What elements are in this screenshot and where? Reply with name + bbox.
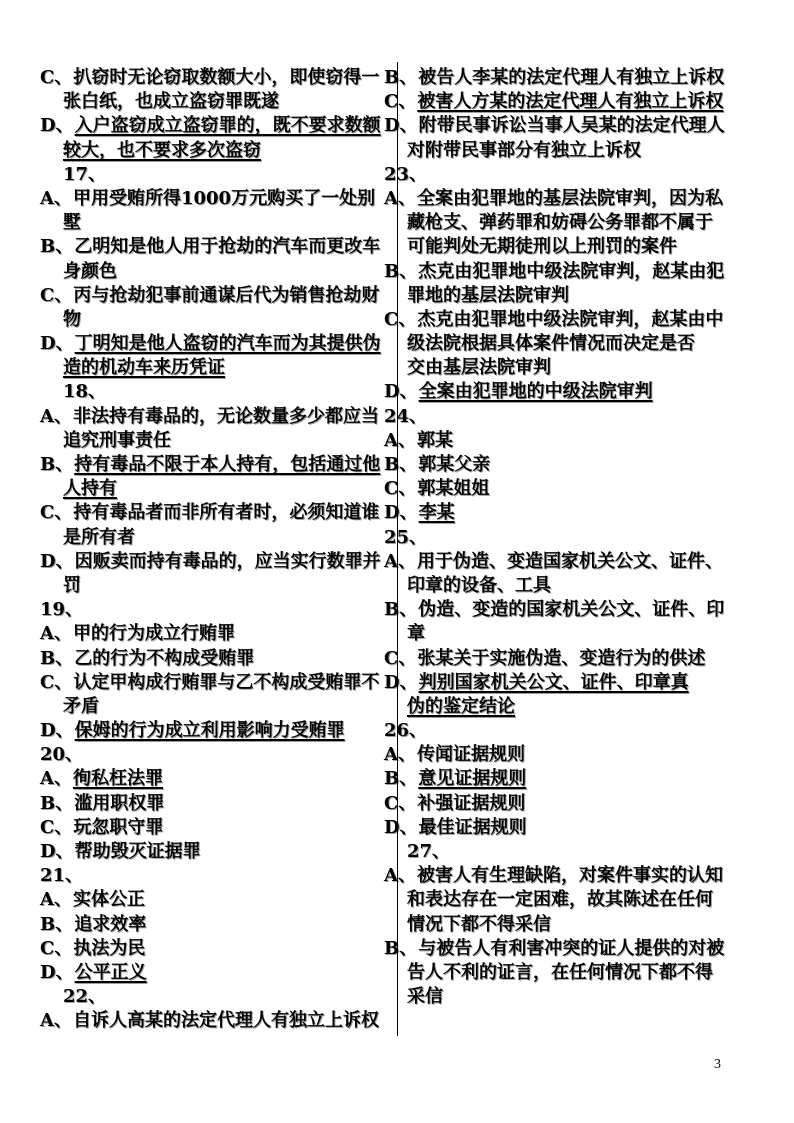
question-25-option-b-text: 伪造、变造的国家机关公文、证件、印 <box>418 599 725 621</box>
question-18-option-b-line <box>40 453 384 477</box>
question-23-option-b-text: 罪地的基层法院审判 <box>407 284 569 306</box>
question-22-option-d-text: 附带民事诉讼当事人吴某的法定代理人 <box>418 115 725 137</box>
question-18-option-b-line <box>40 477 384 501</box>
question-23-option-b-label: B、 <box>384 260 418 282</box>
question-26-option-a-label: A、 <box>384 744 416 766</box>
question-20-option-c-label: C、 <box>40 816 73 838</box>
question-24-option-b-label: B、 <box>384 454 418 475</box>
question-22-option-a-label: A、 <box>40 1010 72 1032</box>
question-21-option-a-text: 实体公正 <box>72 889 145 911</box>
question-24-option-c <box>384 477 734 501</box>
question-24-option-d-text: 李某 <box>418 502 455 524</box>
question-21-option-d-line <box>40 961 384 985</box>
question-27-option-b-line <box>384 961 734 985</box>
question-24-option-b-line <box>384 453 734 477</box>
question-23-number: 23、 <box>384 163 428 185</box>
question-21-option-d <box>40 961 384 985</box>
question-17-option-b-line <box>40 235 384 259</box>
question-22-option-c-label: C、 <box>384 91 417 113</box>
question-19-option-b <box>40 647 384 671</box>
question-23-option-c-label: C、 <box>384 308 417 330</box>
question-23-option-a-line <box>384 187 734 211</box>
question-18-option-c-text: 是所有者 <box>63 526 135 548</box>
question-23-option-c-line <box>384 308 734 332</box>
question-19-option-a-line <box>40 622 384 646</box>
option-c-text: 扒窃时无论窃取数额大小，即使窃得一 <box>73 67 380 88</box>
question-27-option-b-label: B、 <box>384 937 418 959</box>
question-27-option-a-line <box>384 888 734 912</box>
question-22-option-c-text: 被害人方某的法定代理人有独立上诉权 <box>417 91 724 113</box>
question-20-option-b <box>40 792 384 816</box>
question-22-option-a-text: 自诉人高某的法定代理人有独立上诉权 <box>72 1010 379 1032</box>
question-24-option-b-text: 郭某父亲 <box>418 454 491 475</box>
question-18-option-a-text: 追究刑事责任 <box>63 429 171 451</box>
question-20-option-c <box>40 816 384 840</box>
question-21-option-c <box>40 937 384 961</box>
question-25-option-a-text: 印章的设备、工具 <box>407 574 551 596</box>
question-25-option-b-line <box>384 598 734 622</box>
question-26-option-c-line <box>384 792 734 816</box>
question-26-option-c-label: C、 <box>384 792 417 814</box>
option-d-line <box>40 139 384 163</box>
question-25-option-d <box>384 671 734 719</box>
question-25-option-a-label: A、 <box>384 550 416 572</box>
question-22-number: 22、 <box>63 986 107 1008</box>
question-23-option-c-line <box>384 332 734 356</box>
question-23-option-a-label: A、 <box>384 187 416 209</box>
question-18-option-d-text: 因贩卖而持有毒品的，应当实行数罪并 <box>74 550 381 572</box>
question-21-option-c-line <box>40 937 384 961</box>
question-20-option-b-line <box>40 792 384 816</box>
question-17-option-a-line <box>40 211 384 235</box>
question-18-option-c-label: C、 <box>40 502 73 524</box>
question-23-option-c-text: 杰克由犯罪地中级法院审判，赵某由中 <box>417 308 724 330</box>
option-d-label: D、 <box>40 115 74 137</box>
question-24-option-a-label: A、 <box>384 429 416 451</box>
question-20-option-a <box>40 767 384 791</box>
question-17-option-b-line <box>40 260 384 284</box>
question-24-option-a-text: 郭某 <box>416 429 453 451</box>
question-25-option-b <box>384 598 734 646</box>
question-26-option-d-text: 最佳证据规则 <box>418 816 527 838</box>
question-17-option-c-label: C、 <box>40 284 73 306</box>
question-26-option-b <box>384 767 734 791</box>
question-27-option-b-text: 采信 <box>407 986 443 1008</box>
question-21-option-b <box>40 913 384 937</box>
question-18-option-d-text: 罚 <box>63 574 81 596</box>
question-18-option-b-text: 持有毒品不限于本人持有，包括通过他 <box>74 454 381 475</box>
question-24-option-d-label: D、 <box>384 502 418 524</box>
question-24-option-d <box>384 501 734 525</box>
question-24-number: 24、 <box>384 405 428 427</box>
question-23-option-b-line <box>384 260 734 284</box>
question-26-option-b-label: B、 <box>384 768 418 790</box>
option-c-line <box>40 66 384 90</box>
question-21-option-c-label: C、 <box>40 937 73 959</box>
question-26-option-c-text: 补强证据规则 <box>417 792 526 814</box>
question-17-option-a-text: 墅 <box>63 212 81 234</box>
question-25-option-c-text: 张某关于实施伪造、变造行为的供述 <box>417 647 706 669</box>
question-22-option-d <box>384 114 734 162</box>
question-17-option-a-line <box>40 187 384 211</box>
question-26-option-b-text: 意见证据规则 <box>418 768 527 790</box>
question-18-option-c-text: 持有毒品者而非所有者时，必须知道谁 <box>73 502 380 524</box>
question-24-option-c-text: 郭某姐姐 <box>417 478 490 500</box>
question-17-option-d-line <box>40 332 384 356</box>
question-17-number: 17、 <box>63 163 107 185</box>
question-22-option-c <box>384 90 734 114</box>
question-27-option-a-line <box>384 864 734 888</box>
question-19-option-c-label: C、 <box>40 671 73 693</box>
question-24-option-b <box>384 453 734 477</box>
option-c <box>40 66 384 114</box>
question-18-option-a-label: A、 <box>40 405 72 427</box>
option-c-text: 张白纸，也成立盗窃罪既遂 <box>63 91 279 113</box>
question-24-option-d-line <box>384 501 734 525</box>
question-17-option-c-text: 丙与抢劫犯事前通谋后代为销售抢劫财 <box>73 284 380 306</box>
question-19-number: 19、 <box>40 599 84 621</box>
question-18-option-a <box>40 405 384 453</box>
question-27-option-a-line <box>384 913 734 937</box>
question-25-option-c-line <box>384 647 734 671</box>
question-18-option-c-line <box>40 501 384 525</box>
question-18-option-a-line <box>40 405 384 429</box>
question-20-option-b-text: 滥用职权罪 <box>74 792 165 814</box>
left-column <box>40 66 384 1034</box>
question-19-option-b-text: 乙的行为不构成受贿罪 <box>74 647 255 669</box>
option-d-text: 较大，也不要求多次盗窃 <box>63 139 261 161</box>
question-18-option-b-label: B、 <box>40 454 74 475</box>
question-20-option-c-text: 玩忽职守罪 <box>73 816 164 838</box>
question-23-option-a-text: 藏枪支、弹药罪和妨碍公务罪都不属于 <box>407 212 713 234</box>
question-17-option-b-label: B、 <box>40 236 74 258</box>
option-d-line <box>40 114 384 138</box>
question-21-option-d-text: 公平正义 <box>74 961 147 983</box>
question-24-option-c-label: C、 <box>384 478 417 500</box>
question-20-option-d <box>40 840 384 864</box>
option-d <box>40 114 384 162</box>
question-27-option-a-label: A、 <box>384 865 416 887</box>
question-19-option-a-label: A、 <box>40 623 72 645</box>
question-23-option-a-text: 全案由犯罪地的基层法院审判，因为私 <box>416 187 723 209</box>
question-25-option-d-text: 伪的鉴定结论 <box>407 695 515 717</box>
question-17-option-c-text: 物 <box>63 308 81 330</box>
question-22-option-b-text: 被告人李某的法定代理人有独立上诉权 <box>418 67 725 88</box>
question-22-option-b <box>384 66 734 90</box>
question-20-option-d-label: D、 <box>40 841 74 862</box>
question-25-option-d-line <box>384 671 734 695</box>
question-18-option-c-line <box>40 526 384 550</box>
question-25-option-a-line <box>384 550 734 574</box>
question-19-option-c-text: 矛盾 <box>63 695 99 717</box>
question-20-option-b-label: B、 <box>40 792 74 814</box>
question-25-option-d-text: 判别国家机关公文、证件、印章真 <box>418 671 689 693</box>
question-25-option-c <box>384 647 734 671</box>
question-19-option-a <box>40 622 384 646</box>
question-17-option-d-label: D、 <box>40 333 74 355</box>
question-21-option-b-label: B、 <box>40 913 74 935</box>
question-23-option-c <box>384 308 734 381</box>
option-c-label: C、 <box>40 67 73 88</box>
question-27-option-b-text: 告人不利的证言，在任何情况下都不得 <box>407 961 713 983</box>
question-23-option-a <box>384 187 734 260</box>
question-27-option-a-text: 被害人有生理缺陷，对案件事实的认知 <box>416 865 723 887</box>
question-26-option-c <box>384 792 734 816</box>
question-25-option-b-line <box>384 622 734 646</box>
question-25-option-b-label: B、 <box>384 599 418 621</box>
question-27-option-b <box>384 937 734 1010</box>
question-27-option-a <box>384 864 734 937</box>
question-25-option-a-line <box>384 574 734 598</box>
question-27-option-a-text: 和表达存在一定困难，故其陈述在任何 <box>407 889 713 911</box>
question-17-option-a-label: A、 <box>40 187 72 209</box>
question-19-option-d-text: 保姆的行为成立利用影响力受贿罪 <box>74 720 345 742</box>
question-19-option-c <box>40 671 384 719</box>
question-19-option-c-line <box>40 695 384 719</box>
question-26-option-a-text: 传闻证据规则 <box>416 744 525 766</box>
question-17-option-b-text: 身颜色 <box>63 260 117 282</box>
question-23-option-d-text: 全案由犯罪地的中级法院审判 <box>418 381 653 403</box>
question-18-option-d-line <box>40 574 384 598</box>
right-column <box>384 66 734 1009</box>
question-26-option-d-label: D、 <box>384 816 418 838</box>
question-18-option-a-line <box>40 429 384 453</box>
question-23-option-b <box>384 260 734 308</box>
question-18-option-a-text: 非法持有毒品的，无论数量多少都应当 <box>72 405 379 427</box>
question-25-option-a-text: 用于伪造、变造国家机关公文、证件、 <box>416 550 723 572</box>
question-19-option-b-label: B、 <box>40 647 74 669</box>
question-19-option-d-line <box>40 719 384 743</box>
question-26-option-d-line <box>384 816 734 840</box>
question-21-option-a-label: A、 <box>40 889 72 911</box>
question-21-option-b-line <box>40 913 384 937</box>
question-18-option-d-line <box>40 550 384 574</box>
question-23-option-b-text: 杰克由犯罪地中级法院审判，赵某由犯 <box>418 260 725 282</box>
question-18-option-b <box>40 453 384 501</box>
question-22-option-b-line <box>384 66 734 90</box>
question-18-option-d-label: D、 <box>40 550 74 572</box>
question-20-option-d-text: 帮助毁灭证据罪 <box>74 841 201 862</box>
question-20-option-a-text: 徇私枉法罪 <box>72 768 163 790</box>
question-23-option-d <box>384 380 734 404</box>
question-19-option-d <box>40 719 384 743</box>
question-23-option-b-line <box>384 284 734 308</box>
question-22-option-a <box>40 1009 384 1033</box>
page-number: 3 <box>714 1057 721 1072</box>
question-17-option-a <box>40 187 384 235</box>
question-27-option-b-line <box>384 985 734 1009</box>
question-25-option-d-line <box>384 695 734 719</box>
question-22-option-d-text: 对附带民事部分有独立上诉权 <box>407 139 641 161</box>
question-20-option-c-line <box>40 816 384 840</box>
question-19-option-c-text: 认定甲构成行贿罪与乙不构成受贿罪不 <box>73 671 380 693</box>
question-22-option-c-line <box>384 90 734 114</box>
question-17-option-a-text: 甲用受贿所得1000万元购买了一处别 <box>72 187 376 209</box>
question-19-option-d-label: D、 <box>40 720 74 742</box>
question-20-option-d-line <box>40 840 384 864</box>
question-19-option-a-text: 甲的行为成立行贿罪 <box>72 623 235 645</box>
question-26-option-b-line <box>384 767 734 791</box>
question-23-option-c-text: 交由基层法院审判 <box>407 357 551 379</box>
question-17-option-b-text: 乙明知是他人用于抢劫的汽车而更改车 <box>74 236 381 258</box>
question-18-option-d <box>40 550 384 598</box>
question-22-option-d-line <box>384 114 734 138</box>
question-23-option-a-text: 可能判处无期徒刑以上刑罚的案件 <box>407 236 677 258</box>
question-25-option-b-text: 章 <box>407 623 425 645</box>
question-26-number: 26、 <box>384 720 428 742</box>
question-20-option-a-line <box>40 767 384 791</box>
question-27-option-b-text: 与被告人有利害冲突的证人提供的对被 <box>418 937 725 959</box>
question-17-option-d-text: 丁明知是他人盗窃的汽车而为其提供伪 <box>74 333 381 355</box>
question-27-option-a-text: 情况下都不得采信 <box>407 913 551 935</box>
question-17-option-d <box>40 332 384 380</box>
question-23-option-d-label: D、 <box>384 381 418 403</box>
question-23-option-a-line <box>384 235 734 259</box>
question-26-option-a <box>384 743 734 767</box>
option-c-line <box>40 90 384 114</box>
question-25-number: 25、 <box>384 526 428 548</box>
question-23-option-c-text: 级法院根据具体案件情况而决定是否 <box>407 333 695 355</box>
question-24-option-a <box>384 429 734 453</box>
question-18-option-b-text: 人持有 <box>63 478 117 500</box>
question-17-option-d-text: 造的机动车来历凭证 <box>63 357 225 379</box>
question-21-option-d-label: D、 <box>40 961 74 983</box>
question-18-option-c <box>40 501 384 549</box>
question-18-number: 18、 <box>63 381 107 403</box>
question-24-option-c-line <box>384 477 734 501</box>
question-23-option-a-line <box>384 211 734 235</box>
question-25-option-a <box>384 550 734 598</box>
question-17-option-c-line <box>40 308 384 332</box>
question-26-option-a-line <box>384 743 734 767</box>
question-22-option-d-line <box>384 139 734 163</box>
question-25-option-c-label: C、 <box>384 647 417 669</box>
question-21-number: 21、 <box>40 865 84 887</box>
question-20-number: 20、 <box>40 744 84 766</box>
question-17-option-d-line <box>40 356 384 380</box>
question-22-option-a-line <box>40 1009 384 1033</box>
question-27-number: 27、 <box>407 841 451 862</box>
question-26-option-d <box>384 816 734 840</box>
question-24-option-a-line <box>384 429 734 453</box>
question-17-option-c-line <box>40 284 384 308</box>
question-21-option-b-text: 追求效率 <box>74 913 147 935</box>
question-21-option-a <box>40 888 384 912</box>
question-21-option-c-text: 执法为民 <box>73 937 146 959</box>
question-17-option-c <box>40 284 384 332</box>
question-21-option-a-line <box>40 888 384 912</box>
question-27-option-b-line <box>384 937 734 961</box>
question-23-option-d-line <box>384 380 734 404</box>
question-17-option-b <box>40 235 384 283</box>
question-22-option-b-label: B、 <box>384 67 418 88</box>
option-d-text: 入户盗窃成立盗窃罪的，既不要求数额 <box>74 115 381 137</box>
question-25-option-d-label: D、 <box>384 671 418 693</box>
question-23-option-c-line <box>384 356 734 380</box>
question-22-option-d-label: D、 <box>384 115 418 137</box>
question-20-option-a-label: A、 <box>40 768 72 790</box>
question-19-option-c-line <box>40 671 384 695</box>
question-19-option-b-line <box>40 647 384 671</box>
